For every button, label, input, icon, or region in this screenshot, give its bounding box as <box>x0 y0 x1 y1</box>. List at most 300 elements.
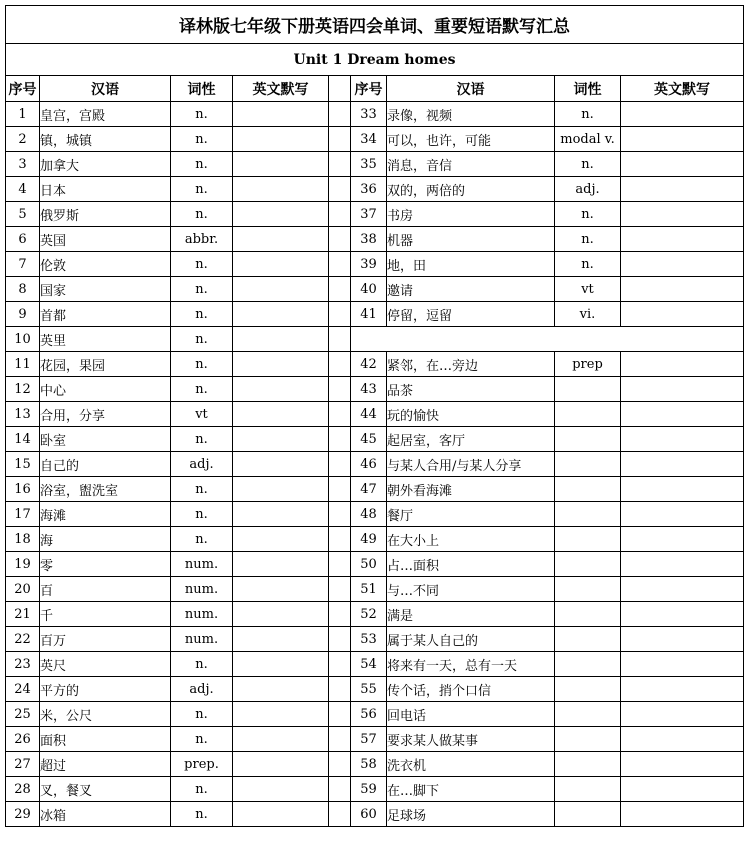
chinese-term: 可以，也许，可能 <box>387 127 555 152</box>
part-of-speech <box>555 402 621 427</box>
english-answer-cell[interactable] <box>621 302 744 327</box>
english-answer-cell[interactable] <box>233 377 329 402</box>
column-gap <box>329 202 351 227</box>
part-of-speech <box>555 452 621 477</box>
chinese-term: 镇，城镇 <box>40 127 171 152</box>
part-of-speech: n. <box>555 227 621 252</box>
chinese-term: 在大小上 <box>387 527 555 552</box>
english-answer-cell[interactable] <box>621 477 744 502</box>
part-of-speech: n. <box>171 352 233 377</box>
part-of-speech <box>555 577 621 602</box>
row-number: 40 <box>351 277 387 302</box>
row-number: 28 <box>6 777 40 802</box>
row-number: 58 <box>351 752 387 777</box>
english-answer-cell[interactable] <box>621 427 744 452</box>
chinese-term: 在…脚下 <box>387 777 555 802</box>
row-number: 10 <box>6 327 40 352</box>
row-number: 53 <box>351 627 387 652</box>
part-of-speech: vt <box>555 277 621 302</box>
chinese-term: 米，公尺 <box>40 702 171 727</box>
row-number: 37 <box>351 202 387 227</box>
chinese-term: 平方的 <box>40 677 171 702</box>
chinese-term: 朝外看海滩 <box>387 477 555 502</box>
english-answer-cell[interactable] <box>233 777 329 802</box>
chinese-term: 千 <box>40 602 171 627</box>
english-answer-cell[interactable] <box>233 802 329 827</box>
english-answer-cell[interactable] <box>621 277 744 302</box>
row-number: 19 <box>6 552 40 577</box>
row-number: 44 <box>351 402 387 427</box>
chinese-term: 伦敦 <box>40 252 171 277</box>
english-answer-cell[interactable] <box>233 627 329 652</box>
part-of-speech <box>555 802 621 827</box>
column-gap <box>329 652 351 677</box>
row-number: 13 <box>6 402 40 427</box>
english-answer-cell[interactable] <box>233 202 329 227</box>
column-gap <box>329 452 351 477</box>
header-english-right: 英文默写 <box>621 76 744 102</box>
row-number: 56 <box>351 702 387 727</box>
row-number: 54 <box>351 652 387 677</box>
table-row <box>6 102 744 127</box>
english-answer-cell[interactable] <box>233 327 329 352</box>
chinese-term: 海滩 <box>40 502 171 527</box>
chinese-term: 日本 <box>40 177 171 202</box>
row-number: 51 <box>351 577 387 602</box>
row-number: 20 <box>6 577 40 602</box>
column-gap <box>329 377 351 402</box>
row-number: 49 <box>351 527 387 552</box>
table-row <box>6 627 744 652</box>
column-gap <box>329 302 351 327</box>
table-row <box>6 377 744 402</box>
english-answer-cell[interactable] <box>233 552 329 577</box>
row-number: 26 <box>6 727 40 752</box>
header-no-right: 序号 <box>351 76 387 102</box>
part-of-speech: n. <box>171 127 233 152</box>
row-number: 25 <box>6 702 40 727</box>
chinese-term: 将来有一天，总有一天 <box>387 652 555 677</box>
part-of-speech: modal v. <box>555 127 621 152</box>
english-answer-cell[interactable] <box>621 527 744 552</box>
column-gap <box>329 502 351 527</box>
english-answer-cell[interactable] <box>621 752 744 777</box>
table-row <box>6 277 744 302</box>
row-number: 34 <box>351 127 387 152</box>
english-answer-cell[interactable] <box>233 652 329 677</box>
column-gap <box>329 777 351 802</box>
english-answer-cell[interactable] <box>621 627 744 652</box>
row-number: 2 <box>6 127 40 152</box>
english-answer-cell[interactable] <box>621 602 744 627</box>
part-of-speech: n. <box>171 177 233 202</box>
chinese-term: 首都 <box>40 302 171 327</box>
part-of-speech <box>555 527 621 552</box>
table-row <box>6 552 744 577</box>
table-row <box>6 427 744 452</box>
chinese-term: 传个话，捎个口信 <box>387 677 555 702</box>
part-of-speech <box>555 377 621 402</box>
header-no-left: 序号 <box>6 76 40 102</box>
english-answer-cell[interactable] <box>621 552 744 577</box>
header-pos-right: 词性 <box>555 76 621 102</box>
english-answer-cell[interactable] <box>233 752 329 777</box>
part-of-speech: n. <box>171 527 233 552</box>
english-answer-cell[interactable] <box>233 502 329 527</box>
chinese-term: 零 <box>40 552 171 577</box>
row-number: 29 <box>6 802 40 827</box>
chinese-term: 叉，餐叉 <box>40 777 171 802</box>
column-gap <box>329 252 351 277</box>
row-number: 6 <box>6 227 40 252</box>
row-number: 33 <box>351 102 387 127</box>
english-answer-cell[interactable] <box>621 702 744 727</box>
row-number: 9 <box>6 302 40 327</box>
english-answer-cell[interactable] <box>233 302 329 327</box>
table-row <box>6 777 744 802</box>
english-answer-cell[interactable] <box>233 602 329 627</box>
chinese-term: 英国 <box>40 227 171 252</box>
table-row <box>6 327 744 352</box>
row-number: 36 <box>351 177 387 202</box>
english-answer-cell[interactable] <box>621 352 744 377</box>
chinese-term: 卧室 <box>40 427 171 452</box>
part-of-speech <box>555 652 621 677</box>
english-answer-cell[interactable] <box>621 727 744 752</box>
part-of-speech <box>555 627 621 652</box>
english-answer-cell[interactable] <box>621 202 744 227</box>
chinese-term: 浴室，盥洗室 <box>40 477 171 502</box>
part-of-speech: n. <box>171 702 233 727</box>
part-of-speech <box>555 502 621 527</box>
english-answer-cell[interactable] <box>621 652 744 677</box>
column-gap <box>329 76 351 102</box>
table-row <box>6 752 744 777</box>
row-number: 12 <box>6 377 40 402</box>
part-of-speech: vi. <box>555 302 621 327</box>
row-number: 55 <box>351 677 387 702</box>
table-row <box>6 227 744 252</box>
chinese-term: 品茶 <box>387 377 555 402</box>
part-of-speech: n. <box>171 377 233 402</box>
chinese-term: 与某人合用/与某人分享 <box>387 452 555 477</box>
row-number: 22 <box>6 627 40 652</box>
english-answer-cell[interactable] <box>233 727 329 752</box>
chinese-term: 书房 <box>387 202 555 227</box>
english-answer-cell[interactable] <box>233 527 329 552</box>
table-row <box>6 152 744 177</box>
row-number: 1 <box>6 102 40 127</box>
part-of-speech: prep. <box>171 752 233 777</box>
blank-spacer-cell <box>351 327 744 352</box>
row-number: 43 <box>351 377 387 402</box>
table-row <box>6 602 744 627</box>
english-answer-cell[interactable] <box>621 252 744 277</box>
part-of-speech: num. <box>171 627 233 652</box>
table-row <box>6 202 744 227</box>
chinese-term: 占…面积 <box>387 552 555 577</box>
header-english-left: 英文默写 <box>233 76 329 102</box>
column-gap <box>329 552 351 577</box>
row-number: 48 <box>351 502 387 527</box>
english-answer-cell[interactable] <box>233 577 329 602</box>
column-gap <box>329 127 351 152</box>
row-number: 8 <box>6 277 40 302</box>
english-answer-cell[interactable] <box>621 502 744 527</box>
table-row <box>6 677 744 702</box>
row-number: 3 <box>6 152 40 177</box>
part-of-speech: adj. <box>171 677 233 702</box>
english-answer-cell[interactable] <box>621 152 744 177</box>
part-of-speech: abbr. <box>171 227 233 252</box>
english-answer-cell[interactable] <box>621 452 744 477</box>
part-of-speech: adj. <box>555 177 621 202</box>
english-answer-cell[interactable] <box>233 277 329 302</box>
column-gap <box>329 102 351 127</box>
part-of-speech: n. <box>171 477 233 502</box>
chinese-term: 餐厅 <box>387 502 555 527</box>
header-chinese-right: 汉语 <box>387 76 555 102</box>
column-gap <box>329 727 351 752</box>
chinese-term: 属于某人自己的 <box>387 627 555 652</box>
chinese-term: 百万 <box>40 627 171 652</box>
table-row <box>6 577 744 602</box>
chinese-term: 邀请 <box>387 277 555 302</box>
column-gap <box>329 627 351 652</box>
row-number: 4 <box>6 177 40 202</box>
table-row <box>6 802 744 827</box>
part-of-speech: num. <box>171 602 233 627</box>
english-answer-cell[interactable] <box>233 477 329 502</box>
unit-heading: Unit 1 Dream homes <box>6 44 744 76</box>
row-number: 16 <box>6 477 40 502</box>
chinese-term: 花园，果园 <box>40 352 171 377</box>
part-of-speech <box>555 477 621 502</box>
row-number: 47 <box>351 477 387 502</box>
english-answer-cell[interactable] <box>621 102 744 127</box>
column-gap <box>329 277 351 302</box>
english-answer-cell[interactable] <box>621 677 744 702</box>
worksheet <box>5 5 743 866</box>
row-number: 15 <box>6 452 40 477</box>
part-of-speech: n. <box>171 777 233 802</box>
part-of-speech: adj. <box>171 452 233 477</box>
english-answer-cell[interactable] <box>621 577 744 602</box>
chinese-term: 百 <box>40 577 171 602</box>
row-number: 38 <box>351 227 387 252</box>
part-of-speech <box>555 602 621 627</box>
chinese-term: 超过 <box>40 752 171 777</box>
english-answer-cell[interactable] <box>621 177 744 202</box>
column-gap <box>329 177 351 202</box>
chinese-term: 满是 <box>387 602 555 627</box>
table-row <box>6 252 744 277</box>
column-gap <box>329 752 351 777</box>
column-gap <box>329 702 351 727</box>
english-answer-cell[interactable] <box>233 102 329 127</box>
column-gap <box>329 802 351 827</box>
table-row <box>6 727 744 752</box>
chinese-term: 与…不同 <box>387 577 555 602</box>
row-number: 18 <box>6 527 40 552</box>
row-number: 39 <box>351 252 387 277</box>
row-number: 24 <box>6 677 40 702</box>
part-of-speech <box>555 727 621 752</box>
column-gap <box>329 402 351 427</box>
header-chinese-left: 汉语 <box>40 76 171 102</box>
part-of-speech <box>555 552 621 577</box>
table-row <box>6 402 744 427</box>
english-answer-cell[interactable] <box>233 127 329 152</box>
english-answer-cell[interactable] <box>233 252 329 277</box>
row-number: 59 <box>351 777 387 802</box>
column-gap <box>329 152 351 177</box>
part-of-speech <box>555 677 621 702</box>
column-gap <box>329 527 351 552</box>
english-answer-cell[interactable] <box>233 452 329 477</box>
part-of-speech: n. <box>171 302 233 327</box>
part-of-speech: n. <box>171 102 233 127</box>
row-number: 46 <box>351 452 387 477</box>
chinese-term: 海 <box>40 527 171 552</box>
chinese-term: 俄罗斯 <box>40 202 171 227</box>
column-gap <box>329 677 351 702</box>
chinese-term: 国家 <box>40 277 171 302</box>
row-number: 50 <box>351 552 387 577</box>
row-number: 42 <box>351 352 387 377</box>
row-number: 21 <box>6 602 40 627</box>
english-answer-cell[interactable] <box>233 427 329 452</box>
english-answer-cell[interactable] <box>233 152 329 177</box>
page-title: 译林版七年级下册英语四会单词、重要短语默写汇总 <box>6 6 744 44</box>
part-of-speech: n. <box>171 277 233 302</box>
table-row <box>6 477 744 502</box>
english-answer-cell[interactable] <box>233 352 329 377</box>
chinese-term: 录像，视频 <box>387 102 555 127</box>
part-of-speech: n. <box>171 427 233 452</box>
row-number: 57 <box>351 727 387 752</box>
part-of-speech: prep <box>555 352 621 377</box>
part-of-speech: n. <box>171 252 233 277</box>
chinese-term: 起居室，客厅 <box>387 427 555 452</box>
part-of-speech <box>555 752 621 777</box>
part-of-speech: n. <box>171 152 233 177</box>
chinese-term: 消息，音信 <box>387 152 555 177</box>
table-row <box>6 527 744 552</box>
english-answer-cell[interactable] <box>233 402 329 427</box>
column-gap <box>329 577 351 602</box>
row-number: 14 <box>6 427 40 452</box>
part-of-speech: n. <box>171 802 233 827</box>
chinese-term: 要求某人做某事 <box>387 727 555 752</box>
table-row <box>6 177 744 202</box>
chinese-term: 面积 <box>40 727 171 752</box>
table-row <box>6 652 744 677</box>
row-number: 41 <box>351 302 387 327</box>
chinese-term: 中心 <box>40 377 171 402</box>
part-of-speech: n. <box>171 652 233 677</box>
chinese-term: 合用，分享 <box>40 402 171 427</box>
header-row <box>6 76 744 102</box>
row-number: 17 <box>6 502 40 527</box>
chinese-term: 自己的 <box>40 452 171 477</box>
chinese-term: 双的，两倍的 <box>387 177 555 202</box>
table-row <box>6 702 744 727</box>
english-answer-cell[interactable] <box>621 227 744 252</box>
column-gap <box>329 602 351 627</box>
vocab-table <box>5 5 744 827</box>
chinese-term: 地，田 <box>387 252 555 277</box>
part-of-speech: n. <box>555 152 621 177</box>
column-gap <box>329 477 351 502</box>
row-number: 11 <box>6 352 40 377</box>
table-row <box>6 452 744 477</box>
row-number: 45 <box>351 427 387 452</box>
column-gap <box>329 327 351 352</box>
english-answer-cell[interactable] <box>233 227 329 252</box>
part-of-speech: n. <box>171 502 233 527</box>
row-number: 35 <box>351 152 387 177</box>
part-of-speech: vt <box>171 402 233 427</box>
part-of-speech: n. <box>171 202 233 227</box>
header-pos-left: 词性 <box>171 76 233 102</box>
chinese-term: 冰箱 <box>40 802 171 827</box>
english-answer-cell[interactable] <box>233 177 329 202</box>
part-of-speech <box>555 427 621 452</box>
part-of-speech: n. <box>555 102 621 127</box>
english-answer-cell[interactable] <box>621 777 744 802</box>
chinese-term: 机器 <box>387 227 555 252</box>
column-gap <box>329 227 351 252</box>
chinese-term: 英里 <box>40 327 171 352</box>
row-number: 60 <box>351 802 387 827</box>
english-answer-cell[interactable] <box>233 702 329 727</box>
chinese-term: 加拿大 <box>40 152 171 177</box>
part-of-speech: n. <box>171 327 233 352</box>
english-answer-cell[interactable] <box>621 127 744 152</box>
row-number: 5 <box>6 202 40 227</box>
english-answer-cell[interactable] <box>621 377 744 402</box>
table-row <box>6 127 744 152</box>
chinese-term: 皇宫，宫殿 <box>40 102 171 127</box>
row-number: 7 <box>6 252 40 277</box>
table-row <box>6 502 744 527</box>
chinese-term: 洗衣机 <box>387 752 555 777</box>
english-answer-cell[interactable] <box>621 402 744 427</box>
column-gap <box>329 352 351 377</box>
english-answer-cell[interactable] <box>621 802 744 827</box>
english-answer-cell[interactable] <box>233 677 329 702</box>
row-number: 27 <box>6 752 40 777</box>
chinese-term: 紧邻，在…旁边 <box>387 352 555 377</box>
part-of-speech <box>555 702 621 727</box>
chinese-term: 停留，逗留 <box>387 302 555 327</box>
part-of-speech: num. <box>171 577 233 602</box>
part-of-speech: num. <box>171 552 233 577</box>
chinese-term: 英尺 <box>40 652 171 677</box>
part-of-speech: n. <box>555 202 621 227</box>
chinese-term: 玩的愉快 <box>387 402 555 427</box>
chinese-term: 足球场 <box>387 802 555 827</box>
row-number: 52 <box>351 602 387 627</box>
part-of-speech: n. <box>171 727 233 752</box>
table-row <box>6 302 744 327</box>
chinese-term: 回电话 <box>387 702 555 727</box>
part-of-speech <box>555 777 621 802</box>
part-of-speech: n. <box>555 252 621 277</box>
table-row <box>6 352 744 377</box>
column-gap <box>329 427 351 452</box>
